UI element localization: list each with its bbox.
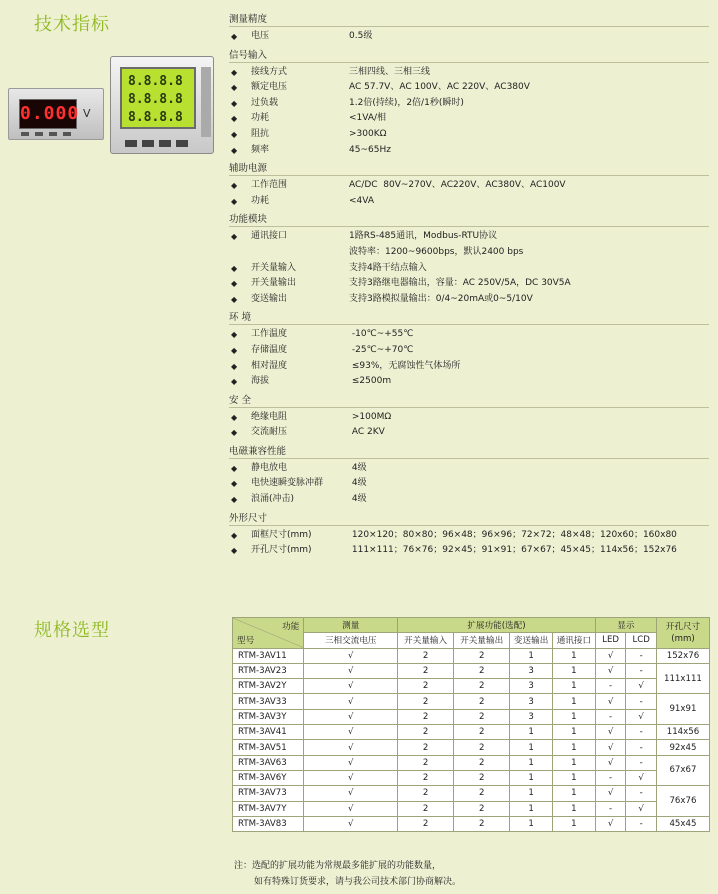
table-cell: 1 [553,694,596,709]
bullet-diamond-icon: ◆ [231,495,238,505]
spec-label: 存储温度 [251,344,288,355]
lcd-display [120,67,196,129]
lcd-line: 8.8.8.8 [128,74,183,89]
spec-value: <4VA [349,195,375,206]
model-cell: RTM-3AV51 [233,740,304,755]
spec-value: 支持3路模拟量输出：0/4~20mA或0~5/10V [349,293,533,304]
bullet-diamond-icon: ◆ [231,83,238,93]
bullet-diamond-icon: ◆ [231,279,238,289]
header-display: 显示 [595,618,656,633]
spec-value: 120×120；80×80；96×48；96×96；72×72；48×48；120x60；160x80 [349,529,677,540]
table-cell: 1 [553,709,596,724]
header-ext: 扩展功能(选配) [398,618,596,633]
model-cell: RTM-3AV33 [233,694,304,709]
spec-label: 电压 [251,31,270,41]
table-cell: √ [595,740,626,755]
table-cell: - [595,770,626,785]
spec-section [229,445,709,508]
spec-row [229,492,709,508]
header-measure: 测量 [304,618,398,633]
cutout-cell: 91x91 [656,694,709,725]
model-cell: RTM-3AV2Y [233,679,304,694]
spec-label: 绝缘电阻 [251,411,288,422]
spec-label: 海拔 [251,376,270,387]
spec-row [229,425,709,441]
spec-list [229,13,709,563]
spec-label: 功耗 [251,113,270,124]
table-cell: 1 [510,725,553,740]
note-line: 如有特殊订货要求，请与我公司技术部门协商解决。 [254,877,462,887]
bullet-diamond-icon: ◆ [231,263,238,273]
spec-row [229,261,709,277]
spec-row [229,343,709,359]
spec-label: 工作范围 [251,180,288,191]
meter-buttons [125,140,188,147]
sub-measure: 三相交流电压 [304,633,398,648]
corner-model: 型号 [237,635,255,646]
bullet-diamond-icon: ◆ [231,114,238,124]
spec-label: 静电放电 [251,462,288,473]
table-row [233,801,710,816]
table-row [233,816,710,831]
model-cell: RTM-3AV23 [233,663,304,678]
table-cell: - [595,709,626,724]
spec-value: 1.2倍(持续)，2倍/1秒(瞬时) [349,97,464,108]
spec-label: 阻抗 [251,128,270,139]
table-cell: √ [595,786,626,801]
spec-row [229,229,709,245]
table-cell: 1 [553,679,596,694]
table-cell: √ [595,816,626,831]
table-cell: 3 [510,679,553,694]
corner-function: 功能 [282,622,300,632]
spec-value: 4级 [349,462,367,473]
table-cell: √ [595,663,626,678]
spec-value: 三相四线、三相三线 [349,66,431,77]
spec-row [229,80,709,96]
spec-value: 支持3路继电器输出，容量：AC 250V/5A，DC 30V5A [349,278,571,289]
table-cell: 2 [398,679,454,694]
spec-label: 变送输出 [251,293,288,304]
section-title: 电磁兼容性能 [229,445,709,459]
table-row [233,663,710,678]
table-cell: 3 [510,709,553,724]
spec-row [229,327,709,343]
table-cell: √ [595,725,626,740]
bullet-diamond-icon: ◆ [231,330,238,340]
section-title: 安 全 [229,394,709,408]
table-cell: √ [304,648,398,663]
cutout-cell: 67x67 [656,755,709,786]
spec-row [229,543,709,559]
bullet-diamond-icon: ◆ [231,412,238,422]
note-line: 注：选配的扩展功能为常规最多能扩展的功能数量， [234,861,442,871]
sub-ext-comm: 通讯接口 [553,633,596,648]
table-cell: √ [626,679,657,694]
spec-value: AC 2KV [349,427,385,438]
table-row [233,786,710,801]
model-cell: RTM-3AV63 [233,755,304,770]
table-cell: 2 [454,740,510,755]
bullet-diamond-icon: ◆ [231,428,238,438]
spec-label: 交流耐压 [251,427,288,438]
spec-row [229,29,709,45]
bullet-diamond-icon: ◆ [231,377,238,387]
bullet-diamond-icon: ◆ [231,294,238,304]
sub-lcd: LCD [626,633,657,648]
table-cell: 2 [398,663,454,678]
table-row [233,740,710,755]
spec-row [229,111,709,127]
spec-value: ≤93%，无腐蚀性气体场所 [349,360,461,371]
selection-table [232,617,710,832]
spec-value: <1VA/相 [349,113,387,124]
table-cell: √ [304,679,398,694]
spec-label: 开孔尺寸(mm) [251,545,312,556]
table-cell: √ [304,694,398,709]
model-cell: RTM-3AV6Y [233,770,304,785]
spec-value: ≤2500m [349,376,392,387]
lcd-line: 8.8.8.8 [128,110,183,125]
bullet-diamond-icon: ◆ [231,530,238,540]
table-cell: - [595,801,626,816]
model-cell: RTM-3AV41 [233,725,304,740]
table-cell: √ [304,755,398,770]
spec-label: 开关量输入 [251,262,297,273]
table-cell: 1 [510,786,553,801]
table-cell: √ [304,816,398,831]
model-cell: RTM-3AV73 [233,786,304,801]
table-cell: - [626,725,657,740]
spec-label: 开关量输出 [251,278,297,289]
table-cell: 2 [398,816,454,831]
table-cell: 2 [454,709,510,724]
table-cell: 2 [454,725,510,740]
table-cell: - [626,816,657,831]
sub-ext-di: 开关量输入 [398,633,454,648]
cutout-cell: 114x56 [656,725,709,740]
bullet-diamond-icon: ◆ [231,361,238,371]
table-cell: 1 [553,648,596,663]
table-row [233,725,710,740]
table-cell: 2 [454,679,510,694]
table-cell: 3 [510,694,553,709]
spec-section [229,13,709,45]
spec-row [229,178,709,194]
spec-value: -25℃~+70℃ [349,344,414,355]
table-cell: - [626,648,657,663]
small-meter-image [8,88,104,140]
table-cell: √ [304,786,398,801]
table-cell: 2 [398,786,454,801]
bullet-diamond-icon: ◆ [231,345,238,355]
meter-side [201,67,211,137]
table-row [233,694,710,709]
lcd-line: 8.8.8.8 [128,92,183,107]
spec-value: 1路RS-485通讯，Modbus-RTU协议 [349,231,498,242]
spec-label: 接线方式 [251,66,288,77]
table-corner [233,618,304,649]
table-cell: 1 [510,755,553,770]
table-cell: 2 [454,816,510,831]
table-cell: 2 [398,755,454,770]
sub-ext-ao: 变送输出 [510,633,553,648]
spec-row [229,245,709,261]
section-title: 信号输入 [229,49,709,63]
table-cell: 2 [454,770,510,785]
table-cell: 2 [398,801,454,816]
table-row [233,679,710,694]
table-cell: 1 [510,740,553,755]
table-cell: 2 [454,694,510,709]
spec-row [229,292,709,308]
table-cell: 1 [510,648,553,663]
table-cell: 2 [454,663,510,678]
table-cell: √ [595,648,626,663]
spec-value: 0.5级 [349,31,373,41]
large-meter-image [110,56,214,154]
spec-row [229,276,709,292]
section-title: 外形尺寸 [229,512,709,526]
spec-label: 额定电压 [251,82,288,93]
spec-value: >300KΩ [349,128,387,139]
bullet-diamond-icon: ◆ [231,463,238,473]
cutout-cell: 76x76 [656,786,709,817]
spec-row [229,194,709,210]
table-cell: - [626,740,657,755]
spec-label: 频率 [251,144,270,155]
bullet-diamond-icon: ◆ [231,32,238,41]
table-row [233,648,710,663]
spec-label: 通讯接口 [251,231,288,242]
table-cell: √ [626,801,657,816]
spec-value: 4级 [349,478,367,489]
spec-section [229,162,709,209]
spec-value: 45~65Hz [349,144,391,155]
table-cell: 1 [553,770,596,785]
spec-section [229,213,709,307]
spec-row [229,461,709,477]
table-cell: 1 [553,663,596,678]
spec-heading: 技术指标 [34,14,110,35]
table-cell: 2 [454,648,510,663]
spec-row [229,127,709,143]
spec-label: 工作温度 [251,329,288,340]
spec-value: 支持4路干结点输入 [349,262,427,273]
table-cell: √ [595,694,626,709]
spec-row [229,65,709,81]
table-cell: 2 [398,694,454,709]
bullet-diamond-icon [229,245,251,261]
spec-row [229,374,709,390]
spec-section [229,512,709,559]
table-row [233,755,710,770]
spec-section [229,49,709,159]
table-cell: 1 [553,755,596,770]
table-cell: 1 [553,786,596,801]
spec-row [229,410,709,426]
bullet-diamond-icon: ◆ [231,98,238,108]
spec-row [229,528,709,544]
table-cell: 2 [398,770,454,785]
table-cell: √ [304,801,398,816]
table-cell: 1 [553,740,596,755]
table-cell: 1 [510,770,553,785]
meter-display: 0.000 [19,99,77,129]
spec-label: 相对湿度 [251,360,288,371]
meter-buttons [21,132,71,136]
table-note [234,858,461,890]
spec-value: AC/DC 80V~270V、AC220V、AC380V、AC100V [349,180,566,191]
table-row [233,770,710,785]
bullet-diamond-icon: ◆ [231,196,238,206]
table-cell: √ [304,663,398,678]
spec-label [251,245,349,261]
table-cell: - [626,755,657,770]
cutout-cell: 111x111 [656,663,709,694]
table-cell: - [595,679,626,694]
model-cell: RTM-3AV83 [233,816,304,831]
cutout-cell: 152x76 [656,648,709,663]
model-cell: RTM-3AV7Y [233,801,304,816]
spec-label: 过负载 [251,97,279,108]
cutout-cell: 45x45 [656,816,709,831]
bullet-diamond-icon: ◆ [231,67,238,77]
table-cell: - [626,663,657,678]
header-cutout: 开孔尺寸 (mm) [656,618,709,649]
spec-section [229,394,709,441]
table-cell: - [626,694,657,709]
table-cell: 1 [510,816,553,831]
spec-value: 波特率：1200~9600bps，默认2400 bps [349,246,524,257]
table-cell: - [626,786,657,801]
table-cell: 2 [454,786,510,801]
table-cell: √ [626,709,657,724]
table-cell: 2 [398,709,454,724]
meter-unit: V [83,107,91,120]
section-title: 环 境 [229,311,709,325]
table-cell: 3 [510,663,553,678]
bullet-diamond-icon: ◆ [231,479,238,489]
table-cell: √ [304,709,398,724]
bullet-diamond-icon: ◆ [231,232,238,242]
spec-value: >100MΩ [349,411,392,422]
table-cell: 1 [553,816,596,831]
table-cell: √ [595,755,626,770]
table-cell: √ [626,770,657,785]
spec-value: AC 57.7V、AC 100V、AC 220V、AC380V [349,82,530,93]
table-cell: √ [304,770,398,785]
spec-row [229,143,709,159]
spec-value: 111×111；76×76；92×45；91×91；67×67；45×45；114x56；152x76 [349,545,677,556]
spec-row [229,476,709,492]
spec-label: 电快速瞬变脉冲群 [251,478,324,489]
spec-row [229,96,709,112]
section-title: 功能模块 [229,213,709,227]
spec-section [229,311,709,389]
table-cell: √ [304,725,398,740]
table-cell: 1 [510,801,553,816]
selection-heading: 规格选型 [34,620,110,641]
section-title: 测量精度 [229,13,709,27]
spec-value: -10℃~+55℃ [349,329,414,340]
table-row [233,709,710,724]
bullet-diamond-icon: ◆ [231,145,238,155]
table-cell: 1 [553,801,596,816]
table-cell: 2 [398,725,454,740]
cutout-cell: 92x45 [656,740,709,755]
table-cell: 2 [398,740,454,755]
spec-label: 功耗 [251,195,270,206]
bullet-diamond-icon: ◆ [231,546,238,556]
table-cell: 2 [454,755,510,770]
bullet-diamond-icon: ◆ [231,129,238,139]
section-title: 辅助电源 [229,162,709,176]
sub-ext-do: 开关量输出 [454,633,510,648]
table-cell: 2 [454,801,510,816]
model-cell: RTM-3AV3Y [233,709,304,724]
table-cell: 2 [398,648,454,663]
sub-led: LED [595,633,626,648]
bullet-diamond-icon: ◆ [231,181,238,191]
model-cell: RTM-3AV11 [233,648,304,663]
spec-row [229,359,709,375]
table-cell: √ [304,740,398,755]
spec-value: 4级 [349,494,367,505]
spec-label: 面框尺寸(mm) [251,529,312,540]
table-cell: 1 [553,725,596,740]
spec-label: 浪涌(冲击) [251,494,295,505]
